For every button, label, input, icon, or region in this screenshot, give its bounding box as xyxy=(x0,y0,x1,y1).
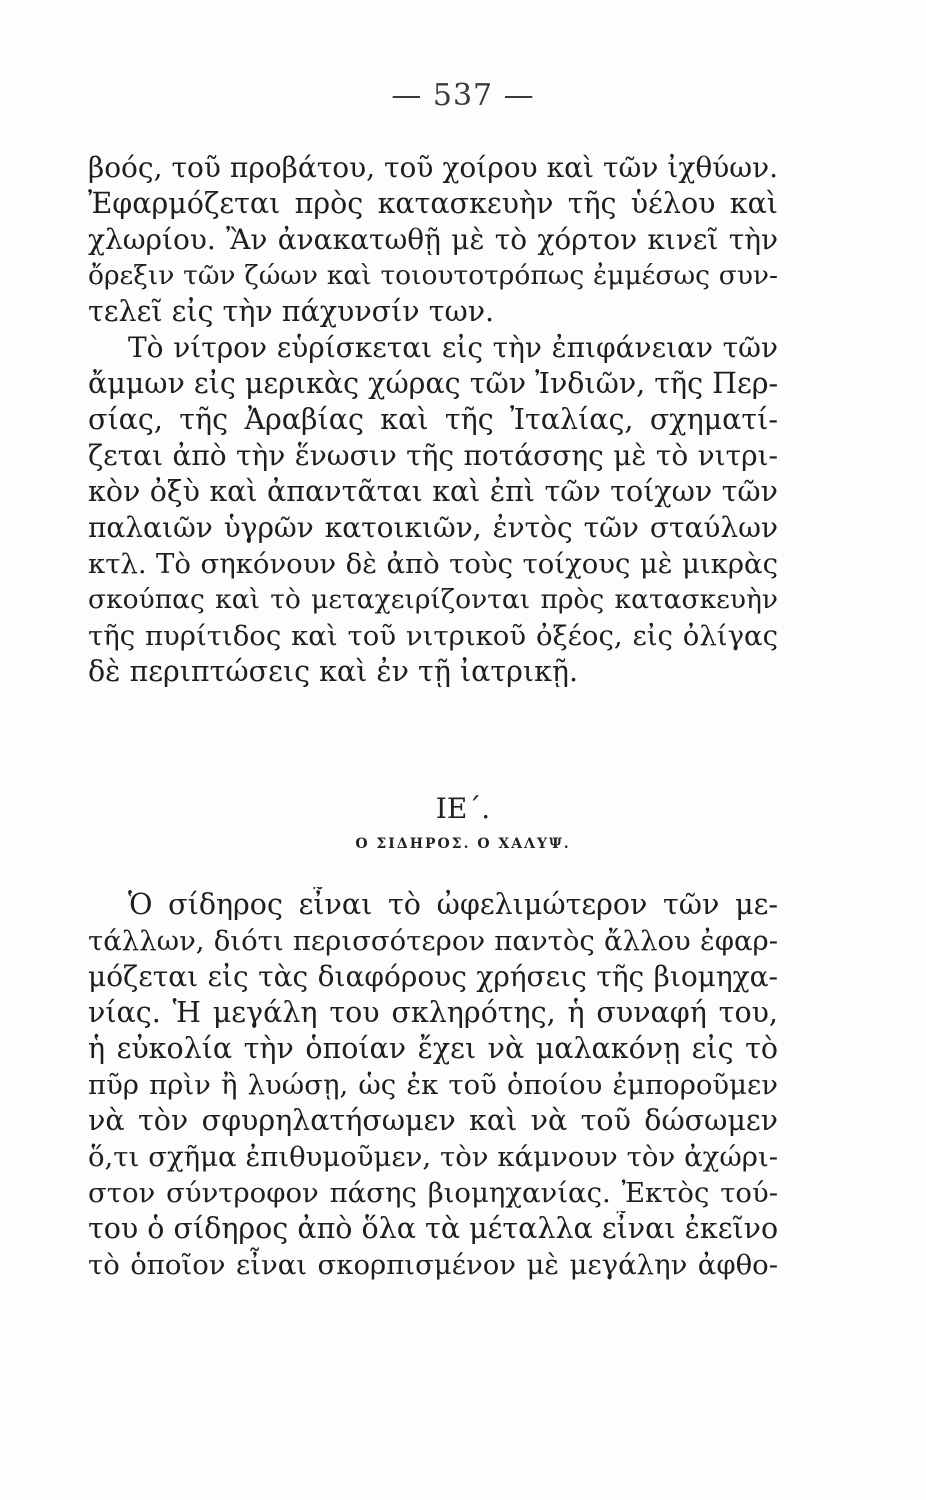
text-line: τῆς πυρίτιδος καὶ τοῦ νιτρικοῦ ὀξέος, εἰς ὀλίγας xyxy=(88,620,778,652)
text-line: τὸ ὁποῖον εἶναι σκορπισμένον μὲ μεγάλην ἀφθο- xyxy=(88,1249,778,1281)
text-line: νὰ τὸν σφυρηλατήσωμεν καὶ νὰ τοῦ δώσωμεν xyxy=(88,1104,778,1137)
text-line: πῦρ πρὶν ἢ λυώσῃ, ὡς ἐκ τοῦ ὁποίου ἐμποροῦμεν xyxy=(88,1069,778,1101)
text-line: κτλ. Τὸ σηκόνουν δὲ ἀπὸ τοὺς τοίχους μὲ μικρὰς xyxy=(88,548,778,580)
text-line: βοός, τοῦ προβάτου, τοῦ χοίρου καὶ τῶν ἰχθύων. xyxy=(88,151,778,184)
text-line: ἡ εὐκολία τὴν ὁποίαν ἔχει νὰ μαλακόνῃ εἰς τὸ xyxy=(88,1032,778,1065)
text-line: τάλλων, διότι περισσότερον παντὸς ἄλλου ἐφαρ- xyxy=(88,925,778,957)
text-line: μόζεται εἰς τὰς διαφόρους χρήσεις τῆς βιομηχα- xyxy=(88,960,778,993)
text-line: σκούπας καὶ τὸ μεταχειρίζονται πρὸς κατασκευὴν xyxy=(88,584,778,615)
text-line: παλαιῶν ὑγρῶν κατοικιῶν, ἐντὸς τῶν σταύλων xyxy=(88,511,778,544)
text-line: ὅ,τι σχῆμα ἐπιθυμοῦμεν, τὸν κάμνουν τὸν ἀχώρι- xyxy=(88,1141,778,1173)
text-line: Ὁ σίδηρος εἶναι τὸ ὠφελιμώτερον τῶν με- xyxy=(128,888,778,921)
text-line: νίας. Ἡ μεγάλη του σκληρότης, ἡ συναφή του, xyxy=(88,996,778,1029)
text-line: του ὁ σίδηρος ἀπὸ ὅλα τὰ μέταλλα εἶναι ἐκεῖνο xyxy=(88,1212,778,1245)
text-line: χλωρίου. Ἂν ἀνακατωθῇ μὲ τὸ χόρτον κινεῖ τὴν xyxy=(88,223,778,256)
page-number: — 537 — xyxy=(391,78,535,113)
text-line: κὸν ὀξὺ καὶ ἀπαντᾶται καὶ ἐπὶ τῶν τοίχων τῶν xyxy=(88,475,778,508)
paragraph-block-bottom xyxy=(88,887,778,1283)
text-line: δὲ περιπτώσεις καὶ ἐν τῇ ἰατρικῇ. xyxy=(88,655,579,688)
text-line: τελεῖ εἰς τὴν πάχυνσίν των. xyxy=(88,295,495,328)
text-line: σίας, τῆς Ἀραβίας καὶ τῆς Ἰταλίας, σχηματί- xyxy=(88,403,778,436)
text-line: στον σύντροφον πάσης βιομηχανίας. Ἐκτὸς τού- xyxy=(88,1177,778,1209)
text-line: Τὸ νίτρον εὑρίσκεται εἰς τὴν ἐπιφάνειαν τῶν xyxy=(128,331,778,364)
paragraph-block-top xyxy=(88,150,778,690)
text-line: ἄμμων εἰς μερικὰς χώρας τῶν Ἰνδιῶν, τῆς Περ- xyxy=(88,367,778,400)
text-line: Ἐφαρμόζεται πρὸς κατασκευὴν τῆς ὑέλου καὶ xyxy=(88,187,778,220)
text-line: ζεται ἀπὸ τὴν ἕνωσιν τῆς ποτάσσης μὲ τὸ νιτρι- xyxy=(88,439,778,472)
text-line: ὄρεξιν τῶν ζώων καὶ τοιουτοτρόπως ἐμμέσως συν- xyxy=(88,260,778,291)
section-title: Ο ΣΙΔΗΡΟΣ. Ο ΧΑΛΥΨ. xyxy=(355,836,571,852)
section-number: ΙΕ΄. xyxy=(435,792,491,825)
